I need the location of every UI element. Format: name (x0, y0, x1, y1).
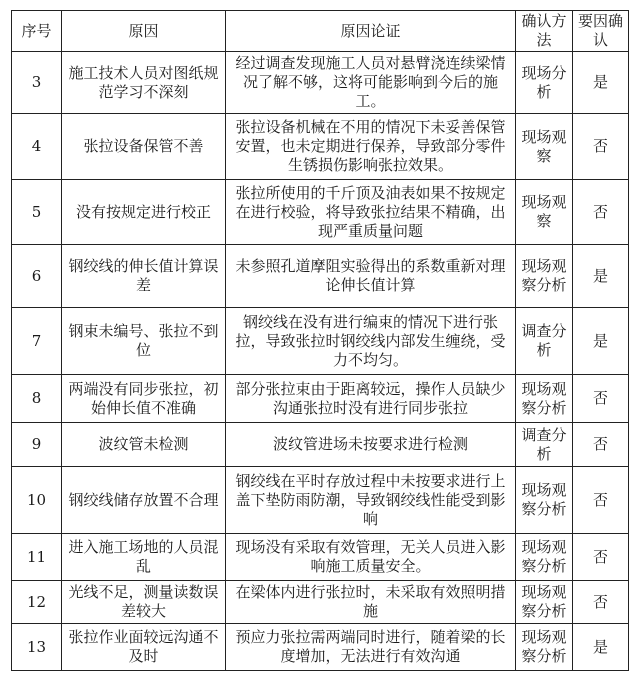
row-no: 13 (12, 624, 62, 671)
row-confirm: 否 (573, 534, 629, 581)
table-row (12, 581, 629, 624)
row-confirm: 否 (573, 581, 629, 624)
header-reason: 原因 (62, 11, 226, 52)
row-no: 9 (12, 423, 62, 467)
row-no: 10 (12, 467, 62, 534)
table-row (12, 52, 629, 114)
row-argument: 未参照孔道摩阻实验得出的系数重新对理论伸长值计算 (226, 245, 516, 308)
header-argument: 原因论证 (226, 11, 516, 52)
row-method: 现场观察 (516, 114, 573, 180)
row-argument: 经过调查发现施工人员对悬臂浇连续梁情况了解不够，这将可能影响到今后的施工。 (226, 52, 516, 114)
row-confirm: 是 (573, 624, 629, 671)
table-row (12, 467, 629, 534)
row-confirm: 是 (573, 308, 629, 375)
row-argument: 张拉所使用的千斤顶及油表如果不按规定在进行校验，将导致张拉结果不精确，出现严重质量问题 (226, 180, 516, 245)
row-argument: 部分张拉束由于距离较远，操作人员缺少沟通张拉时没有进行同步张拉 (226, 375, 516, 423)
row-method: 现场观察分析 (516, 534, 573, 581)
row-reason: 施工技术人员对图纸规范学习不深刻 (62, 52, 226, 114)
header-confirm: 要因确认 (573, 11, 629, 52)
table-row (12, 624, 629, 671)
row-confirm: 否 (573, 375, 629, 423)
row-reason: 钢绞线的伸长值计算误差 (62, 245, 226, 308)
table-row (12, 375, 629, 423)
table-row (12, 423, 629, 467)
row-method: 现场观察分析 (516, 624, 573, 671)
header-no: 序号 (12, 11, 62, 52)
table-row (12, 114, 629, 180)
table-row (12, 245, 629, 308)
row-no: 6 (12, 245, 62, 308)
row-reason: 张拉设备保管不善 (62, 114, 226, 180)
row-reason: 钢束未编号、张拉不到位 (62, 308, 226, 375)
row-no: 3 (12, 52, 62, 114)
row-argument: 波纹管进场未按要求进行检测 (226, 423, 516, 467)
row-reason: 光线不足，测量读数误差较大 (62, 581, 226, 624)
row-reason: 没有按规定进行校正 (62, 180, 226, 245)
row-method: 现场观察分析 (516, 245, 573, 308)
row-method: 现场观察分析 (516, 581, 573, 624)
row-reason: 张拉作业面较远沟通不及时 (62, 624, 226, 671)
row-method: 现场观察分析 (516, 467, 573, 534)
row-confirm: 是 (573, 52, 629, 114)
row-method: 现场观察分析 (516, 375, 573, 423)
row-argument: 在梁体内进行张拉时，未采取有效照明措施 (226, 581, 516, 624)
row-method: 调查分析 (516, 308, 573, 375)
row-no: 4 (12, 114, 62, 180)
row-argument: 预应力张拉需两端同时进行，随着梁的长度增加，无法进行有效沟通 (226, 624, 516, 671)
row-confirm: 否 (573, 180, 629, 245)
row-no: 11 (12, 534, 62, 581)
row-no: 7 (12, 308, 62, 375)
row-confirm: 是 (573, 245, 629, 308)
row-argument: 钢绞线在没有进行编束的情况下进行张拉，导致张拉时钢绞线内部发生缠绕，受力不均匀。 (226, 308, 516, 375)
row-no: 8 (12, 375, 62, 423)
table-row (12, 308, 629, 375)
table-row (12, 180, 629, 245)
row-reason: 两端没有同步张拉，初始伸长值不准确 (62, 375, 226, 423)
row-confirm: 否 (573, 467, 629, 534)
row-reason: 钢绞线储存放置不合理 (62, 467, 226, 534)
row-method: 调查分析 (516, 423, 573, 467)
row-no: 12 (12, 581, 62, 624)
row-method: 现场观察 (516, 180, 573, 245)
header-method: 确认方法 (516, 11, 573, 52)
row-reason: 进入施工场地的人员混乱 (62, 534, 226, 581)
row-confirm: 否 (573, 423, 629, 467)
header-row (12, 11, 629, 52)
row-argument: 钢绞线在平时存放过程中未按要求进行上盖下垫防雨防潮，导致钢绞线性能受到影响 (226, 467, 516, 534)
row-reason: 波纹管未检测 (62, 423, 226, 467)
row-argument: 现场没有采取有效管理，无关人员进入影响施工质量安全。 (226, 534, 516, 581)
cause-analysis-table (11, 10, 629, 671)
row-method: 现场分析 (516, 52, 573, 114)
table-row (12, 534, 629, 581)
row-confirm: 否 (573, 114, 629, 180)
row-argument: 张拉设备机械在不用的情况下未妥善保管安置，也未定期进行保养，导致部分零件生锈损伤影响张拉效果。 (226, 114, 516, 180)
row-no: 5 (12, 180, 62, 245)
